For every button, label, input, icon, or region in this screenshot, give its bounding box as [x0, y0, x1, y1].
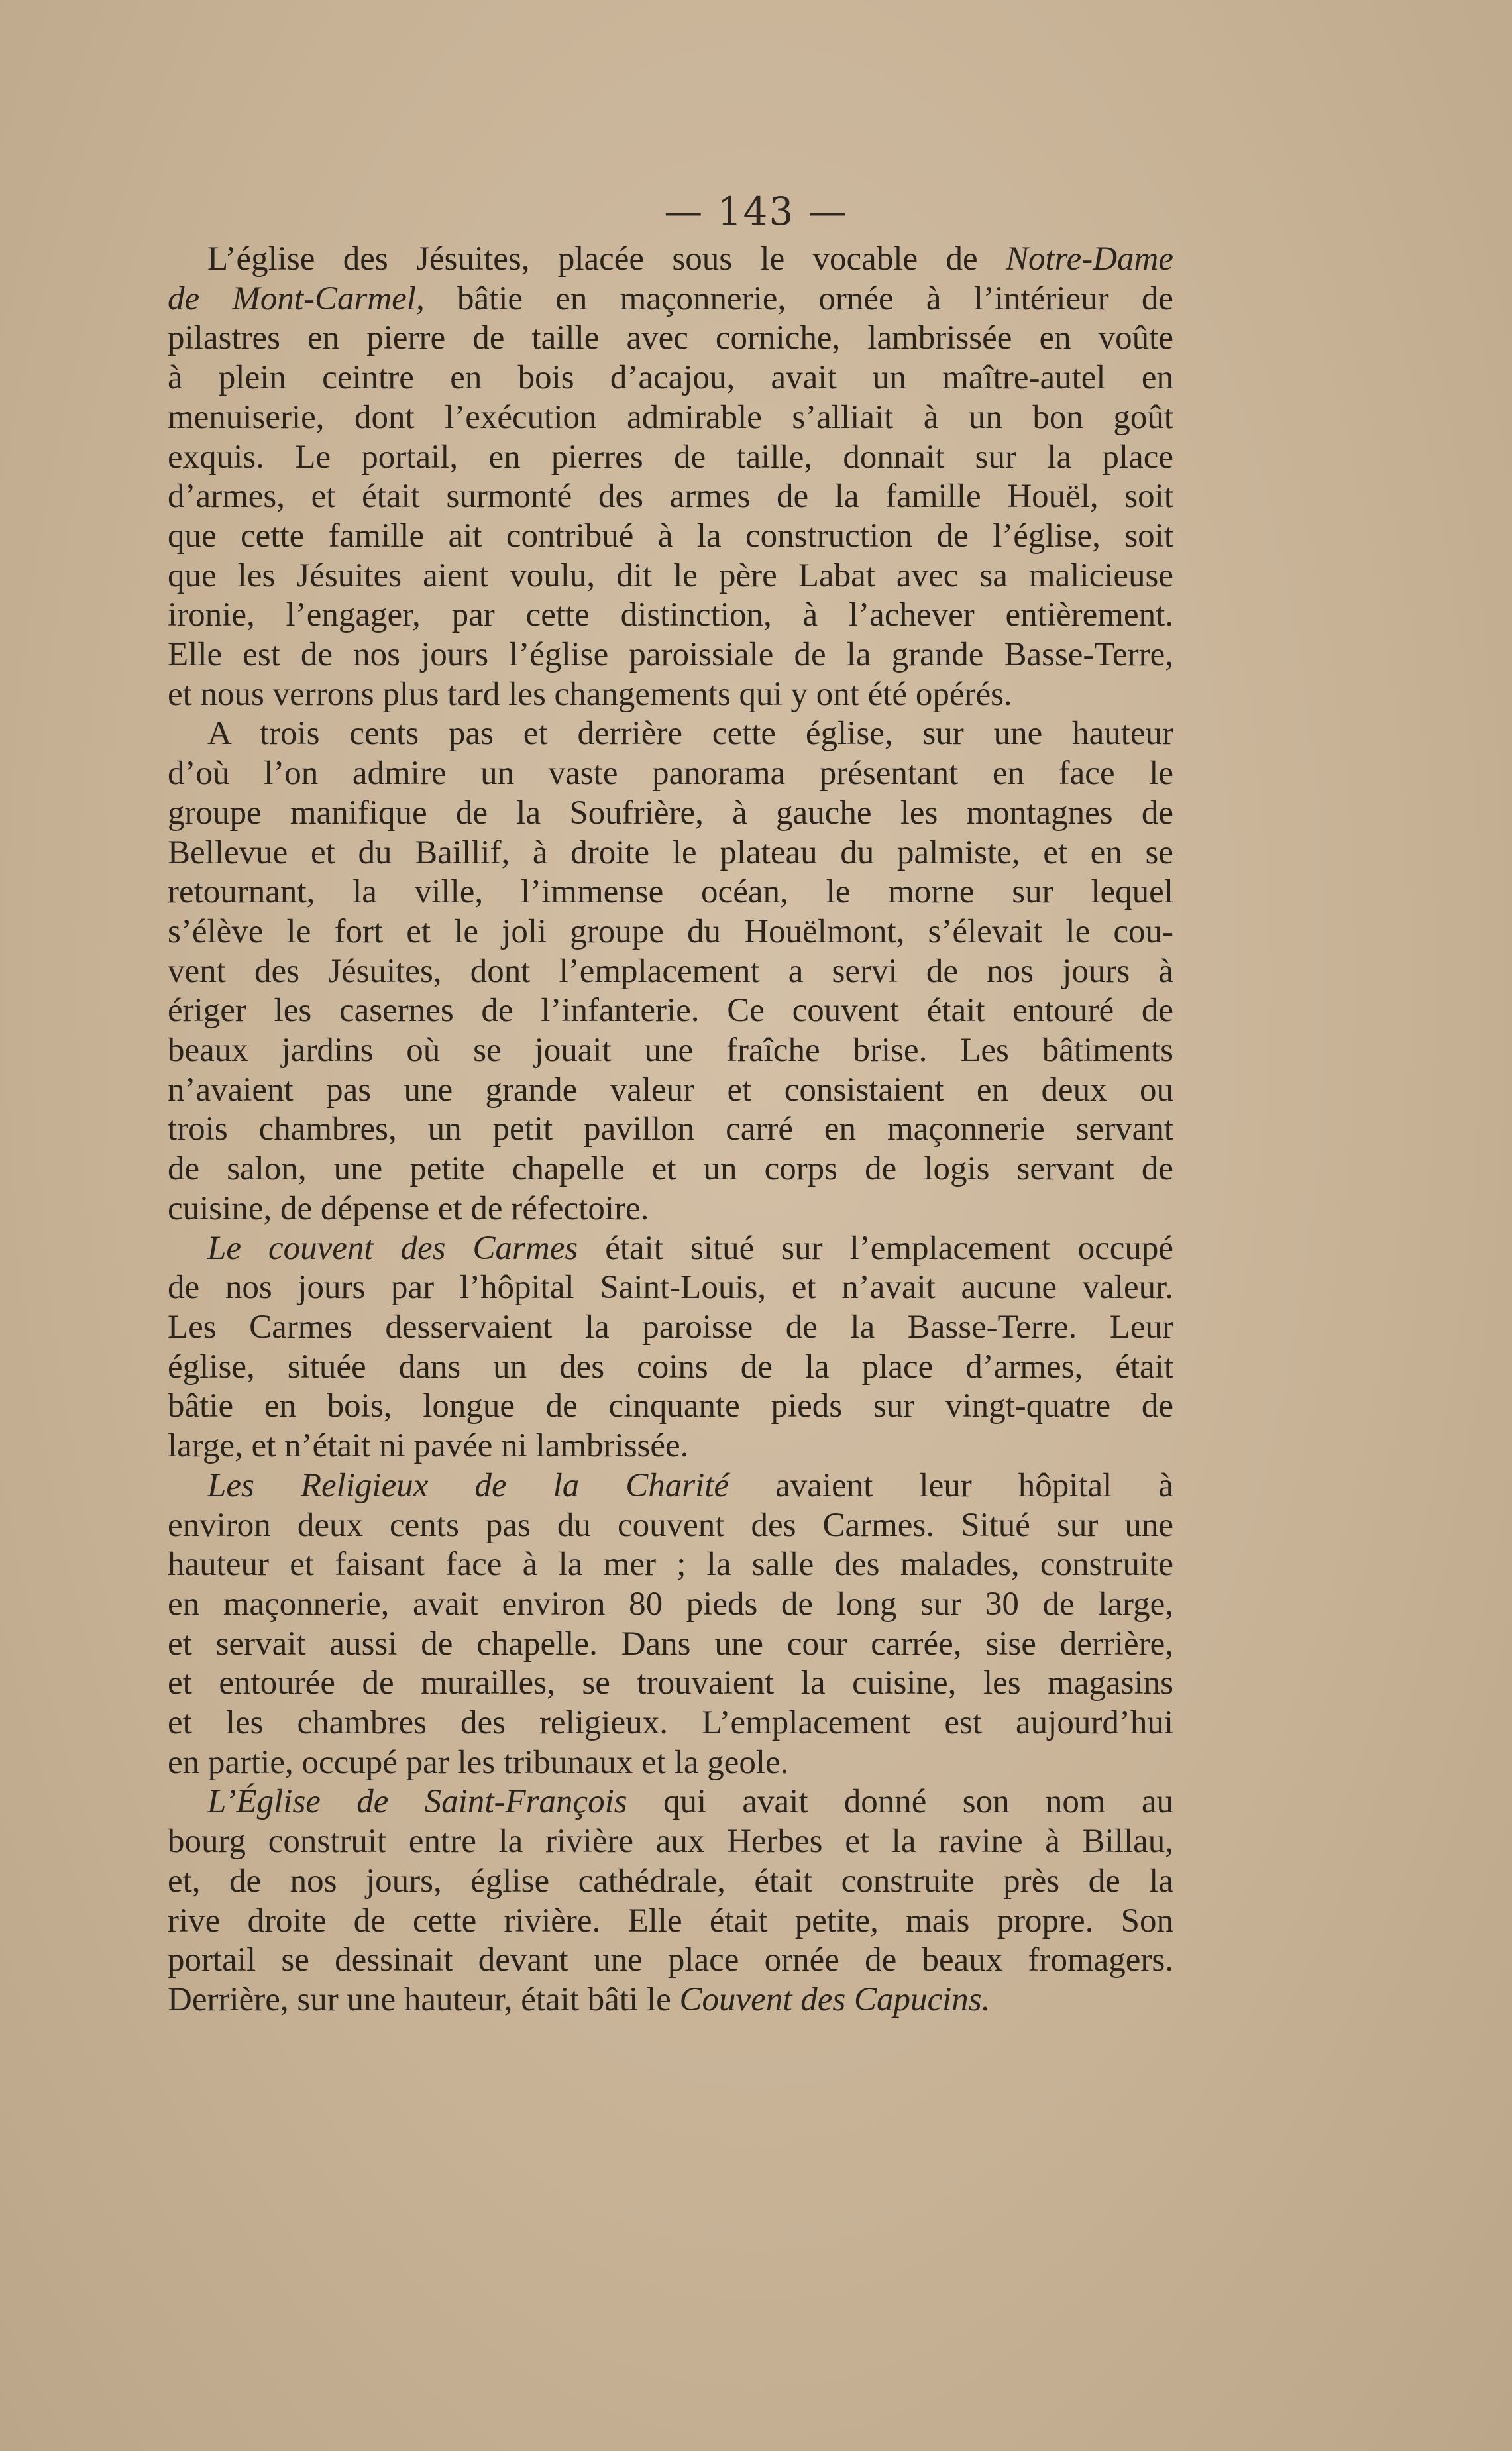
text-line	[168, 1071, 1173, 1111]
text-line	[168, 1268, 1173, 1308]
text-segment: pilastres en pierre de taille avec corniche, lambrissée en voûte	[168, 319, 1173, 357]
text-segment: exquis. Le portail, en pierres de taille, donnait sur la place	[168, 438, 1173, 476]
text-line	[168, 438, 1173, 478]
text-line	[168, 1704, 1173, 1743]
text-line	[168, 754, 1173, 794]
text-segment: et, de nos jours, église cathédrale, était construite près de la	[168, 1862, 1173, 1900]
text-segment: Elle est de nos jours l’église paroissiale de la grande Basse-Terre,	[168, 636, 1173, 674]
text-line	[168, 635, 1173, 675]
text-segment: s’élève le fort et le joli groupe du Houëlmont, s’élevait le cou-	[168, 912, 1173, 950]
text-segment: que les Jésuites aient voulu, dit le père Labat avec sa malicieuse	[168, 557, 1173, 594]
text-line	[168, 873, 1173, 912]
text-line	[168, 1743, 1173, 1783]
text-line	[168, 319, 1173, 358]
text-segment: et entourée de murailles, se trouvaient la cuisine, les magasins	[168, 1664, 1173, 1702]
text-line	[168, 280, 1173, 319]
text-segment: A trois cents pas et derrière cette église, sur une hauteur	[207, 715, 1173, 753]
text-segment: bâtie en maçonnerie, ornée à l’intérieur de	[424, 280, 1173, 317]
italic-text: Notre-Dame	[1005, 241, 1173, 278]
text-line	[168, 596, 1173, 635]
text-segment: bourg construit entre la rivière aux Herbes et la ravine à Billau,	[168, 1823, 1173, 1861]
text-line	[168, 1466, 1173, 1506]
text-segment: bâtie en bois, longue de cinquante pieds sur vingt-quatre de	[168, 1388, 1173, 1425]
text-segment: ériger les casernes de l’infanterie. Ce couvent était entouré de	[168, 992, 1173, 1030]
text-segment: L’église des Jésuites, placée sous le vocable de	[207, 241, 1006, 278]
text-segment: Derrière, sur une hauteur, était bâti le	[168, 1981, 680, 2018]
text-line	[168, 358, 1173, 398]
text-line	[168, 1506, 1173, 1546]
text-line	[168, 991, 1173, 1031]
text-segment: Bellevue et du Baillif, à droite le plateau du palmiste, et en se	[168, 834, 1173, 871]
text-segment: en partie, occupé par les tribunaux et la geole.	[168, 1743, 789, 1781]
text-segment: d’armes, et était surmonté des armes de la famille Houël, soit	[168, 478, 1173, 516]
text-line	[168, 1822, 1173, 1862]
text-segment: large, et n’était ni pavée ni lambrissée.	[168, 1427, 689, 1465]
text-line	[168, 557, 1173, 596]
italic-text: Les Religieux de la Charité	[207, 1466, 729, 1504]
text-segment: rive droite de cette rivière. Elle était petite, mais propre. Son	[168, 1902, 1173, 1939]
text-segment: avaient leur hôpital à	[729, 1466, 1173, 1504]
text-line	[168, 952, 1173, 992]
text-segment: et les chambres des religieux. L’emplacement est aujourd’hui	[168, 1704, 1173, 1742]
text-segment: retournant, la ville, l’immense océan, le morne sur lequel	[168, 873, 1173, 911]
text-segment: vent des Jésuites, dont l’emplacement a servi de nos jours à	[168, 952, 1173, 990]
italic-text: de Mont-Carmel,	[168, 280, 425, 317]
text-line	[168, 1664, 1173, 1704]
text-segment: et servait aussi de chapelle. Dans une cour carrée, sise derrière,	[168, 1625, 1173, 1662]
text-line	[168, 1308, 1173, 1348]
text-segment: église, située dans un des coins de la place d’armes, était	[168, 1348, 1173, 1386]
text-segment: beaux jardins où se jouait une fraîche brise. Les bâtiments	[168, 1032, 1173, 1069]
text-segment: d’où l’on admire un vaste panorama présentant en face le	[168, 755, 1173, 792]
text-segment: trois chambres, un petit pavillon carré en maçonnerie servant	[168, 1111, 1173, 1148]
text-line	[168, 1189, 1173, 1229]
text-line	[168, 912, 1173, 952]
text-segment: en maçonnerie, avait environ 80 pieds de long sur 30 de large,	[168, 1585, 1173, 1623]
text-line	[168, 1229, 1173, 1269]
text-segment: groupe manifique de la Soufrière, à gauche les montagnes de	[168, 794, 1173, 832]
text-segment: que cette famille ait contribué à la construction de l’église, soit	[168, 517, 1173, 555]
text-line	[168, 1625, 1173, 1664]
text-segment: cuisine, de dépense et de réfectoire.	[168, 1189, 649, 1227]
text-line	[168, 1427, 1173, 1466]
italic-text: Couvent des Capucins.	[679, 1981, 991, 2018]
text-line	[168, 477, 1173, 517]
text-line	[168, 714, 1173, 754]
text-line	[168, 794, 1173, 834]
text-line	[168, 1545, 1173, 1585]
text-line	[168, 1387, 1173, 1427]
text-segment: Les Carmes desservaient la paroisse de la Basse-Terre. Leur	[168, 1308, 1173, 1346]
text-segment: de salon, une petite chapelle et un corps de logis servant de	[168, 1150, 1173, 1188]
text-segment: de nos jours par l’hôpital Saint-Louis, et n’avait aucune valeur.	[168, 1269, 1173, 1307]
page-number: — 143 —	[664, 189, 848, 234]
text-line	[168, 1981, 1173, 2020]
text-segment: à plein ceintre en bois d’acajou, avait un maître-autel en	[168, 359, 1173, 397]
italic-text: L’Église de Saint-François	[207, 1783, 627, 1821]
text-line	[168, 675, 1173, 715]
text-line	[168, 1585, 1173, 1625]
text-segment: ironie, l’engager, par cette distinction, à l’achever entièrement.	[168, 596, 1173, 634]
body-text	[168, 240, 1173, 2020]
text-line	[168, 1110, 1173, 1150]
text-line	[168, 1150, 1173, 1189]
text-segment: menuiserie, dont l’exécution admirable s’alliait à un bon goût	[168, 398, 1173, 436]
text-line	[168, 1902, 1173, 1941]
text-segment: hauteur et faisant face à la mer ; la salle des malades, construite	[168, 1546, 1173, 1584]
text-line	[168, 1348, 1173, 1388]
text-line	[168, 1782, 1173, 1822]
text-line	[168, 1862, 1173, 1902]
text-segment: environ deux cents pas du couvent des Carmes. Situé sur une	[168, 1506, 1173, 1544]
text-line	[168, 240, 1173, 280]
text-line	[168, 398, 1173, 438]
text-segment: et nous verrons plus tard les changements qui y ont été opérés.	[168, 675, 1012, 713]
text-line	[168, 834, 1173, 873]
text-segment: portail se dessinait devant une place ornée de beaux fromagers.	[168, 1941, 1173, 1979]
text-line	[168, 517, 1173, 557]
text-line	[168, 1031, 1173, 1071]
text-segment: n’avaient pas une grande valeur et consistaient en deux ou	[168, 1071, 1173, 1109]
text-line	[168, 1941, 1173, 1981]
italic-text: Le couvent des Carmes	[207, 1229, 578, 1267]
text-segment: qui avait donné son nom au	[627, 1783, 1173, 1821]
text-segment: était situé sur l’emplacement occupé	[578, 1229, 1173, 1267]
